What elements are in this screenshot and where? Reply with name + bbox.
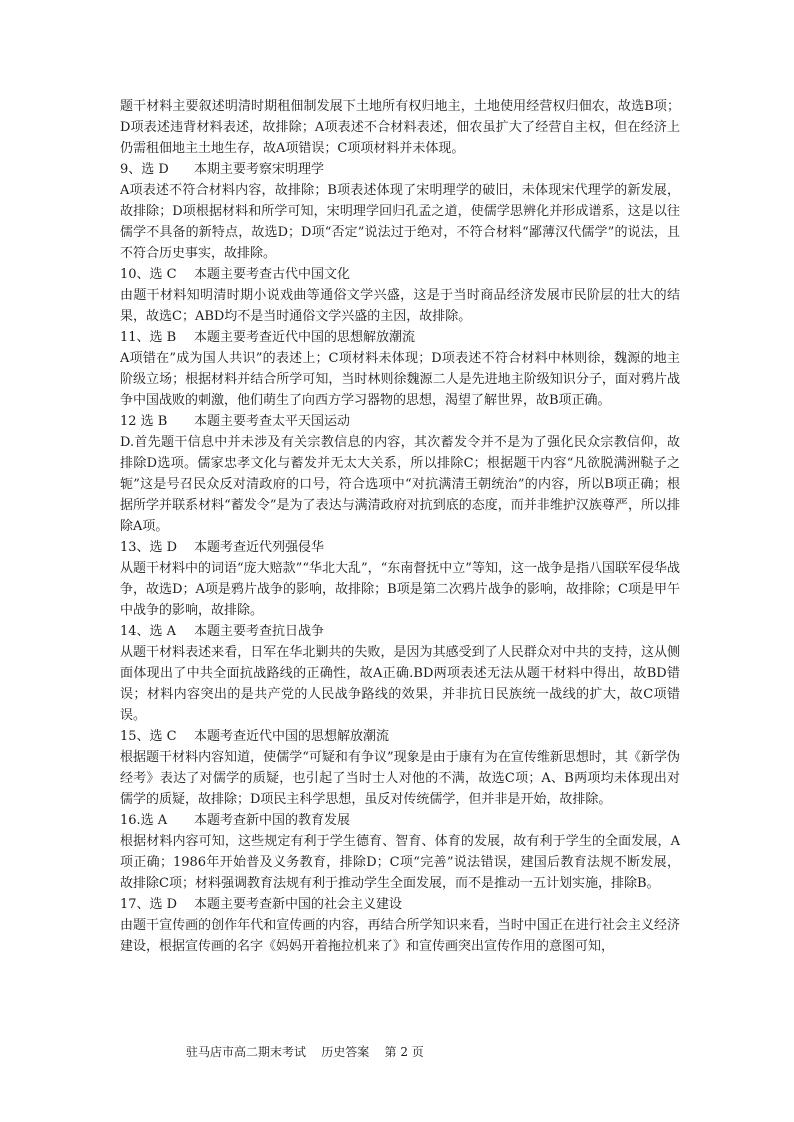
answer-topic: 本题主要考查近代中国的思想解放潮流 — [194, 330, 416, 345]
answer-number: 16.选 A — [120, 813, 168, 828]
answer-number: 15、选 C — [120, 729, 177, 744]
answer-page — [120, 96, 680, 957]
answer-topic: 本期主要考察宋明理学 — [194, 162, 325, 177]
answer-number: 14、选 A — [120, 624, 177, 639]
answer-explanation: 从题干材料中的词语“庞大赔款”“华北大乱”，“东南督抚中立”等知，这一战争是指八国联军侵华战争，故选D；A项是鸦片战争的影响，故排除；B项是第二次鸦片战争的影响，故排除；C项是甲午中战争的影响，故排除。 — [120, 561, 680, 618]
answer-heading — [120, 894, 680, 915]
answer-number: 17、选 D — [120, 897, 178, 912]
answer-heading — [120, 264, 680, 285]
answer-heading — [120, 621, 680, 642]
answer-explanation: 由题干宣传画的创作年代和宣传画的内容，再结合所学知识来看，当时中国正在进行社会主义经济建设，根据宣传画的名字《妈妈开着拖拉机来了》和宣传画突出宣传作用的意图可知， — [120, 918, 680, 954]
answer-heading — [120, 327, 680, 348]
answer-explanation: A项表述不符合材料内容，故排除；B项表述体现了宋明理学的破旧，未体现宋代理学的新发展，故排除；D项根据材料和所学可知，宋明理学回归孔孟之道，使儒学思辨化并形成谱系，这是以往儒学不具备的新特点，故选D；D项“否定”说法过于绝对，不符合材料“鄙薄汉代儒学”的说法，且不符合历史事实，故排除。 — [120, 183, 680, 261]
answer-heading — [120, 537, 680, 558]
answer-explanation: 从题干材料表述来看，日军在华北剿共的失败，是因为其感受到了人民群众对中共的支持，这从侧面体现出了中共全面抗战路线的正确性，故A正确.BD两项表述无法从题干材料中得出，故BD错误；材料内容突出的是共产党的人民战争路线的效果，并非抗日民族统一战线的扩大，故C项错误。 — [120, 645, 680, 723]
answer-items — [120, 159, 680, 957]
answer-heading — [120, 159, 680, 180]
answer-topic: 本题主要考查抗日战争 — [194, 624, 325, 639]
answer-topic: 本题考查近代中国的思想解放潮流 — [194, 729, 390, 744]
answer-number: 9、选 D — [120, 162, 169, 177]
answer-heading — [120, 411, 680, 432]
answer-number: 13、选 D — [120, 540, 178, 555]
answer-number: 10、选 C — [120, 267, 177, 282]
answer-number: 11、选 B — [120, 330, 177, 345]
answer-explanation: 根据材料内容可知，这些规定有利于学生德育、智育、体育的发展，故有利于学生的全面发展，A项正确；1986年开始普及义务教育，排除D；C项“完善”说法错误，建国后教育法规不断发展，故排除C项；材料强调教育法规有利于推动学生全面发展，而不是推动一五计划实施，排除B。 — [120, 834, 680, 891]
answer-topic: 本题考查近代列强侵华 — [194, 540, 325, 555]
answer-explanation: 根据题干材料内容知道，使儒学“可疑和有争议”现象是由于康有为在宣传维新思想时，其《新学伪经考》表达了对儒学的质疑，也引起了当时士人对他的不满，故选C项；A、B两项均未体现出对儒学的质疑，故排除；D项民主科学思想，虽反对传统儒学，但并非是开始，故排除。 — [120, 750, 680, 807]
answer-heading — [120, 726, 680, 747]
answer-topic: 本题主要考查太平天国运动 — [194, 414, 351, 429]
answer-explanation: D.首先题干信息中并未涉及有关宗教信息的内容，其次蓄发令并不是为了强化民众宗教信仰，故排除D选项。儒家忠孝文化与蓄发并无太大关系，所以排除C；根据题干内容“凡欲脱满洲鞑子之轭”这是号召民众反对清政府的口号，符合选项中“对抗满清王朝统治”的内容，所以B项正确；根据所学并联系材料“蓄发令”是为了表达与满清政府对抗到底的态度，而并非维护汉族尊严，所以排除A项。 — [120, 435, 680, 534]
answer-topic: 本题考查新中国的教育发展 — [194, 813, 351, 828]
intro-paragraph: 题干材料主要叙述明清时期租佃制发展下土地所有权归地主，土地使用经营权归佃农，故选B项；D项表述违背材料表述，故排除；A项表述不合材料表述，佃农虽扩大了经营自主权，但在经济上仍需租佃地主土地生存，故A项错误；C项项材料并未体现。 — [120, 99, 680, 156]
answer-heading — [120, 810, 680, 831]
answer-explanation: 由题干材料知明清时期小说戏曲等通俗文学兴盛，这是于当时商品经济发展市民阶层的壮大的结果，故选C；ABD均不是当时通俗文学兴盛的主因，故排除。 — [120, 288, 680, 324]
answer-explanation: A项错在”成为国人共识”的表述上；C项材料未体现；D项表述不符合材料中林则徐，魏源的地主阶级立场；根据材料并结合所学可知，当时林则徐魏源二人是先进地主阶级知识分子，面对鸦片战争中国战败的刺激，他们萌生了向西方学习器物的思想，渴望了解世界，故B项正确。 — [120, 351, 680, 408]
answer-topic: 本题主要考查古代中国文化 — [194, 267, 351, 282]
page-footer: 驻马店市高二期末考试 历史答案 第 2 页 — [186, 1045, 424, 1059]
answer-topic: 本题主要考查新中国的社会主义建设 — [194, 897, 403, 912]
answer-number: 12 选 B — [120, 414, 168, 429]
